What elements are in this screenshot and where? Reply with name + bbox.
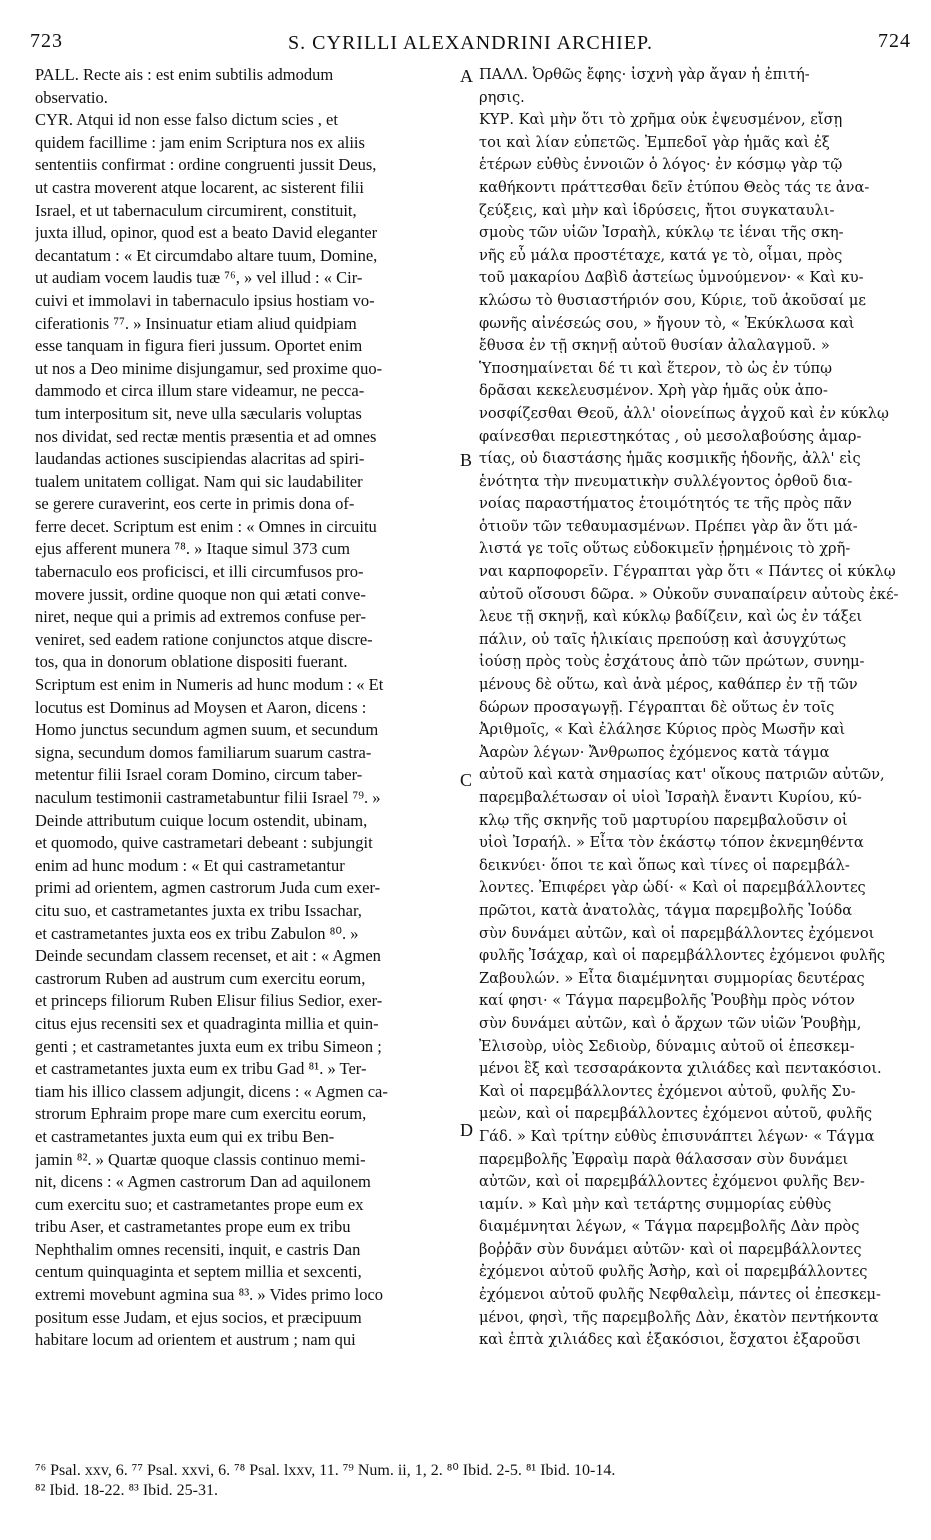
gutter-mark-c: C xyxy=(460,770,473,790)
latin-text-line: observatio. xyxy=(35,87,108,107)
greek-text-line: τοι καὶ λίαν εὐπετῶς. Ἐμπεδοῖ γὰρ ἡμᾶς καὶ ἐξ xyxy=(479,133,830,151)
latin-text-line: et princeps filiorum Ruben Elisur filius Sedior, exer- xyxy=(35,991,383,1011)
latin-text-line: veniret, sed eadem ratione conjunctos atque discre- xyxy=(35,629,373,649)
latin-text-line: laudandas actiones suscipiendas alacritas ad spiri- xyxy=(35,449,365,469)
greek-text-line: ἐχόμενοι αὐτοῦ φυλῆς Νεφθαλεὶμ, πάντες οἱ ἐπεσκεμ- xyxy=(479,1286,881,1304)
greek-text-line: δώρων προσαγωγῇ. Γέγραπται δὲ οὕτως ἐν τοῖς xyxy=(479,698,835,716)
latin-text-line: se gerere curaverint, eos certe in primis dona of- xyxy=(35,494,355,514)
latin-text-line: tum interpositum sit, neve ulla sæcularis voluptas xyxy=(35,403,362,423)
latin-text-line: centum quinquaginta et septem millia et sexcenti, xyxy=(35,1262,362,1282)
greek-text-line: λιστά γε τοῖς οὕτως εὐδοκιμεῖν ᾑρημένοις τὸ χρῆ- xyxy=(479,540,851,558)
latin-text-line: et castrametantes juxta eum ex tribu Gad ⁸¹. » Ter- xyxy=(35,1059,367,1079)
latin-text-line: et castrametantes juxta eum qui ex tribu Ben- xyxy=(35,1126,335,1146)
greek-text-line: ζεύξεις, καὶ μὴν καὶ ἱδρύσεις, ἤτοι συγκαταυλι- xyxy=(479,201,835,219)
latin-text-line: ciferationis ⁷⁷. » Insinuatur etiam aliud quidpiam xyxy=(35,313,357,333)
greek-text-line: σὺν δυνάμει αὐτῶν, καὶ ὁ ἄρχων τῶν υἱῶν Ῥουβὴμ, xyxy=(479,1014,862,1032)
latin-text-line: et castrametantes juxta eos ex tribu Zabulon ⁸⁰. » xyxy=(35,923,359,943)
greek-text-line: υἱοὶ Ἰσραήλ. » Εἶτα τὸν ἑκάστῳ τόπον ἐκνεμηθέντα xyxy=(479,834,864,852)
latin-text-line: primi ad orientem, agmen castrorum Juda cum exer- xyxy=(35,878,381,898)
latin-text-line: Scriptum est enim in Numeris ad hunc modum : « Et xyxy=(35,675,384,695)
latin-text-line: locutus est Dominus ad Moysen et Aaron, dicens : xyxy=(35,697,367,717)
greek-text-line: φυλῆς Ἰσάχαρ, καὶ οἱ παρεμβάλλοντες ἐχόμενοι φυλῆς xyxy=(479,947,886,965)
greek-text-line: καὶ ἑπτὰ χιλιάδες καὶ ἑξακόσιοι, ἔσχατοι ἐξαροῦσι xyxy=(479,1331,861,1349)
greek-text-line: ἔθυσα ἐν τῇ σκηνῇ αὐτοῦ θυσίαν ἀλαλαγμοῦ. » xyxy=(479,337,830,355)
latin-text-line: ejus afferent munera ⁷⁸. » Itaque simul 373 cum xyxy=(35,539,350,559)
greek-text-line: μένους δὲ οὕτω, καὶ ἀνὰ μέρος, καθάπερ ἐν τῇ τῶν xyxy=(479,676,858,694)
greek-text-line: δρᾶσαι κεκελευσμένον. Χρὴ γὰρ ἡμᾶς οὐκ ἀπο- xyxy=(479,382,828,400)
greek-text-line: καθήκοντι πράττεσθαι δεῖν ἐτύπου Θεὸς τάς τε ἀνα- xyxy=(479,178,870,196)
latin-text-line: positum esse Judam, et ejus socios, et præcipuum xyxy=(35,1307,362,1327)
latin-text-line: decantatum : « Et circumdabo altare tuum, Domine, xyxy=(35,245,378,265)
latin-text-line: CYR. Atqui id non esse falso dictum scies , et xyxy=(35,110,338,130)
greek-text-line: κλῳ τῆς σκηνῆς τοῦ μαρτυρίου παρεμβαλοῦσιν οἱ xyxy=(479,811,848,829)
greek-text-line: νῆς εὖ μάλα προστέταχε, κατά γε τὸ, οἶμαι, πρὸς xyxy=(479,246,843,264)
latin-text-line: citus ejus recensiti sex et quadraginta millia et quin- xyxy=(35,1013,379,1033)
latin-text-line: esse tanquam in figura fieri jussum. Oportet enim xyxy=(35,336,363,356)
greek-text-line: Ὑποσημαίνεται δέ τι καὶ ἕτερον, τὸ ὡς ἐν τύπῳ xyxy=(479,359,833,377)
latin-text-line: enim ad hunc modum : « Et qui castrametantur xyxy=(35,855,345,875)
latin-text-line: nit, dicens : « Agmen castrorum Dan ad aquilonem xyxy=(35,1172,371,1192)
greek-text-line: τοῦ μακαρίου Δαβὶδ ἀστείως ὑμνούμενον· « Καὶ κυ- xyxy=(479,269,864,287)
greek-text-line: αὐτοῦ οἴσουσι δῶρα. » Οὐκοῦν συναπαίρειν αὐτοὺς ἐκέ- xyxy=(479,585,899,603)
latin-text-line: Nephthalim omnes recensiti, inquit, e castris Dan xyxy=(35,1239,361,1259)
greek-text-line: δεικνύει· ὅποι τε καὶ ὅπως καὶ τίνες οἱ παρεμβάλ- xyxy=(479,856,850,874)
latin-text-line: Deinde secundam classem recenset, et ait : « Agmen xyxy=(35,946,381,966)
greek-text-line: ΚΥΡ. Καὶ μὴν ὅτι τὸ χρῆμα οὐκ ἐψευσμένον, εἴσῃ xyxy=(479,111,843,129)
latin-text-line: habitare locum ad orientem et austrum ; nam qui xyxy=(35,1330,356,1350)
latin-text-line: quidem facillime : jam enim Scriptura nos ex aliis xyxy=(35,132,365,152)
greek-text-line: ἑνότητα τὴν πνευματικὴν συλλέγοντος ὀρθοῦ δια- xyxy=(479,472,853,490)
latin-text-line: naculum testimonii castrametabuntur filii Israel ⁷⁹. » xyxy=(35,788,381,807)
latin-text-line: et quomodo, quive castrametari debeant : subjungit xyxy=(35,833,373,853)
latin-text-line: PALL. Recte ais : est enim subtilis admodum xyxy=(35,65,334,84)
greek-text-line: πάλιν, οὐ ταῖς ἡλικίαις πρεπούσῃ καὶ ἀσυγχύτως xyxy=(479,630,847,648)
page-number-left: 723 xyxy=(30,30,63,52)
latin-text-line: tabernaculo eos proficisci, et illi circumfusos pro- xyxy=(35,562,364,582)
greek-column xyxy=(479,64,899,1352)
latin-text-line: niret, neque qui a primis ad extremos confuse per- xyxy=(35,607,366,627)
greek-text-line: Καὶ οἱ παρεμβάλλοντες ἐχόμενοι αὐτοῦ, φυλῆς Συ- xyxy=(479,1082,856,1100)
greek-text-line: καί φησι· « Τάγμα παρεμβολῆς Ῥουβὴμ πρὸς νότον xyxy=(479,992,855,1010)
latin-text-line: citu suo, et castrametantes juxta ex tribu Issachar, xyxy=(35,900,362,920)
footnotes xyxy=(35,1461,911,1501)
greek-text-line: λευε τῇ σκηνῇ, καὶ κύκλῳ βαδίζειν, καὶ ὡς ἐν τάξει xyxy=(479,608,863,626)
greek-text-line: διαμέμνηται λέγων, « Τάγμα παρεμβολῆς Δὰν πρὸς xyxy=(479,1218,860,1236)
latin-text-line: tiam his illico classem adjungit, dicens : « Agmen ca- xyxy=(35,1081,388,1101)
page-number-right: 724 xyxy=(878,30,911,52)
latin-column xyxy=(35,64,454,1352)
gutter-mark-b: B xyxy=(460,450,473,470)
greek-text-line: κλώσω τὸ θυσιαστήριόν σου, Κύριε, τοῦ ἀκοῦσαί με xyxy=(479,291,866,309)
latin-text-line: extremi movebunt agmina sua ⁸³. » Vides primo loco xyxy=(35,1285,384,1305)
greek-text-line: νοσφίζεσθαι Θεοῦ, ἀλλ' οἱονείπως ἀγχοῦ καὶ ἐν κύκλῳ xyxy=(479,404,889,422)
latin-text-line: dammodo et circa illum stare videamur, ne pecca- xyxy=(35,381,365,401)
greek-text-line: ἑτέρων εὐθὺς ἐννοιῶν ὁ λόγος· ἐν κόσμῳ γὰρ τῷ xyxy=(479,156,843,174)
latin-text-line: tos, qua in donorum oblatione dispositi fuerant. xyxy=(35,652,348,672)
page-header xyxy=(30,30,911,58)
latin-text-line: castrorum Ruben ad austrum cum exercitu eorum, xyxy=(35,968,366,988)
greek-text-line: βοῤῥᾶν σὺν δυνάμει αὐτῶν· καὶ οἱ παρεμβάλλοντες xyxy=(479,1240,862,1258)
greek-text-line: Ἀριθμοῖς, « Καὶ ἐλάλησε Κύριος πρὸς Μωσῆν καὶ xyxy=(479,721,846,739)
latin-text-line: juxta illud, opinor, quod est a beato David eleganter xyxy=(35,223,378,243)
greek-text-line: παρεμβαλέτωσαν οἱ υἱοὶ Ἰσραὴλ ἔναντι Κυρίου, κύ- xyxy=(479,789,862,806)
latin-text-line: tualem unitatem colligat. Nam qui sic laudabiliter xyxy=(35,471,363,491)
greek-text-line: ἐχόμενοι αὐτοῦ φυλῆς Ἀσὴρ, καὶ οἱ παρεμβάλλοντες xyxy=(479,1263,868,1281)
footnote-line: ⁸² Ibid. 18-22. ⁸³ Ibid. 25-31. xyxy=(35,1482,218,1499)
greek-text-line: φωνῆς αἰνέσεώς σου, » ἤγουν τὸ, « Ἐκύκλωσα καὶ xyxy=(479,314,855,332)
latin-text-line: ferre decet. Scriptum est enim : « Omnes in circuitu xyxy=(35,516,377,536)
latin-text-line: jamin ⁸². » Quartæ quoque classis continuo memi- xyxy=(35,1149,366,1169)
greek-text-line: Ἀαρὼν λέγων· Ἄνθρωπος ἐχόμενος κατὰ τάγμα xyxy=(479,743,830,761)
greek-text-line: αὐτῶν, καὶ οἱ παρεμβάλλοντες ἐχόμενοι φυλῆς Βεν- xyxy=(479,1173,865,1191)
latin-text-line: Deinde attributum cuique locum ostendit, ubinam, xyxy=(35,810,368,830)
greek-text-line: σμοὺς τῶν υἱῶν Ἰσραὴλ, κύκλῳ τε ἰέναι τῆς σκη- xyxy=(479,224,844,242)
latin-text-line: Homo junctus secundum agmen suum, et secundum xyxy=(35,720,379,740)
greek-text-line: ιαμίν. » Καὶ μὴν καὶ τετάρτης συμμορίας εὐθὺς xyxy=(479,1195,832,1213)
latin-text-line: genti ; et castrametantes juxta eum ex tribu Simeon ; xyxy=(35,1036,382,1056)
latin-text-line: Israel, et ut tabernaculum circumirent, constituit, xyxy=(35,200,357,220)
greek-text-line: ναι καρποφορεῖν. Γέγραπται γὰρ ὅτι « Πάντες οἱ κύκλῳ xyxy=(479,563,896,581)
greek-text-line: μένοι ἓξ καὶ τεσσαράκοντα χιλιάδες καὶ πεντακόσιοι. xyxy=(479,1060,882,1078)
greek-text-line: ΠΑΛΛ. Ὀρθῶς ἔφης· ἰσχνὴ γὰρ ἄγαν ἡ ἐπιτή- xyxy=(479,66,810,83)
greek-text-line: μεὼν, καὶ οἱ παρεμβάλλοντες ἐχόμενοι αὐτοῦ, φυλῆς xyxy=(479,1105,873,1123)
latin-text-line: metentur filii Israel coram Domino, circum taber- xyxy=(35,765,363,785)
latin-text-line: ut nos a Deo minime disjungamur, sed proxime quo- xyxy=(35,358,383,378)
footnote-line: ⁷⁶ Psal. xxv, 6. ⁷⁷ Psal. xxvi, 6. ⁷⁸ Psal. lxxv, 11. ⁷⁹ Num. ii, 1, 2. ⁸⁰ Ibid. 2-5. ⁸¹ Ibid. 10-14. xyxy=(35,1462,616,1479)
greek-text-line: σὺν δυνάμει αὐτῶν, καὶ οἱ παρεμβάλλοντες ἐχόμενοι xyxy=(479,924,875,942)
greek-text-line: πρῶτοι, κατὰ ἀνατολὰς, τάγμα παρεμβολῆς Ἰούδα xyxy=(479,901,853,919)
latin-text-line: sententiis confirmat : ordine congruenti jussit Deus, xyxy=(35,155,377,175)
latin-text-line: movere jussit, ordine quoque non qui ætati conve- xyxy=(35,584,366,604)
gutter-mark-d: D xyxy=(460,1120,473,1140)
greek-text-line: τίας, οὐ διαστάσης ἡμᾶς κοσμικῆς ἡδονῆς, ἀλλ' εἰς xyxy=(479,450,861,468)
greek-text-line: ἰούσῃ πρὸς τοὺς ἐσχάτους ἀπὸ τῶν πρώτων, συνημ- xyxy=(479,653,865,671)
latin-text-line: cuivi et immolavi in tabernaculo ipsius hostiam vo- xyxy=(35,290,375,310)
greek-text-line: ρησις. xyxy=(479,88,525,106)
greek-text-line: Ἐλισοὺρ, υἱὸς Σεδιοὺρ, δύναμις αὐτοῦ οἱ ἐπεσκεμ- xyxy=(479,1037,855,1055)
latin-text-line: ut audiam vocem laudis tuæ ⁷⁶, » vel illud : « Cir- xyxy=(35,268,363,288)
latin-text-line: nos dividat, sed rectæ mentis præsentia et ad omnes xyxy=(35,426,377,446)
greek-text-line: λοντες. Ἐπιφέρει γὰρ ὡδί· « Καὶ οἱ παρεμβάλλοντες xyxy=(479,879,866,897)
gutter-mark-a: A xyxy=(460,66,473,86)
greek-text-line: ὁτιοῦν τῶν τεθαυμασμένων. Πρέπει γὰρ ἂν ὅτι μά- xyxy=(479,517,858,535)
greek-text-line: αὐτοῦ καὶ κατὰ σημασίας κατ' οἴκους πατριῶν αὐτῶν, xyxy=(479,766,885,784)
greek-text-line: Γάδ. » Καὶ τρίτην εὐθὺς ἐπισυνάπτει λέγων· « Τάγμα xyxy=(479,1127,875,1145)
latin-text-line: tribu Aser, et castrametantes prope eum ex tribu xyxy=(35,1217,351,1237)
latin-text-line: ut castra moverent atque locarent, ac sisterent filii xyxy=(35,177,364,197)
latin-text-line: strorum Ephraim prope mare cum exercitu eorum, xyxy=(35,1104,367,1124)
latin-text-line: cum exercitu suo; et castrametantes prope eum ex xyxy=(35,1194,364,1214)
greek-text-line: νοίας παραστήματος ἑτοιμότητός τε τῆς πρὸς πᾶν xyxy=(479,495,852,513)
greek-text-line: Ζαβουλών. » Εἶτα διαμέμνηται συμμορίας δευτέρας xyxy=(479,969,865,987)
greek-text-line: μένοι, φησὶ, τῆς παρεμβολῆς Δὰν, ἑκατὸν πεντήκοντα xyxy=(479,1308,879,1326)
greek-text-line: φαίνεσθαι περιεστηκότας , οὐ μεσολαβούσης ἁμαρ- xyxy=(479,427,862,445)
greek-text-line: παρεμβολῆς Ἐφραὶμ παρὰ θάλασσαν σὺν δυνάμει xyxy=(479,1150,849,1168)
latin-text-line: signa, secundum domos familiarum suarum castra- xyxy=(35,742,372,762)
running-title: S. CYRILLI ALEXANDRINI ARCHIEP. xyxy=(288,32,653,54)
